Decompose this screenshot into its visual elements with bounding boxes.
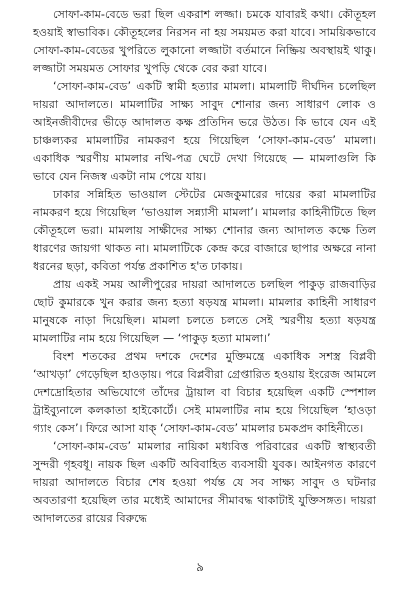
paragraph-5: বিংশ শতকের প্রথম দশকে দেশের মুক্তিমন্ত্রে একাধিক সশস্ত্র বিপ্লবী ‘আখড়া’ গেড়েছিল হাওড়ায়। পরে বিপ্লবীরা গ্রেপ্তারিত হওয়ায় ইংরেজ আমলে দেশদ্রোহিতার অভিযোগে তাঁদের ট্রায়াল বা বিচার হয়েছিল একটি স্পেশাল ট্রাইব্যুনালে কলকাতা হাইকোর্টে। সেই মামলাটির নাম হয়ে গিয়েছিল ‘হাওড়া গ্যাং কেস’। ফিরে আসা যাক্ ‘সোফা-কাম-বেড’ মামলার চমকপ্রদ কাহিনীতে।: [33, 350, 376, 435]
paragraph-4: প্রায় একই সময় আলীপুরের দায়রা আদালতে চলছিল পাকুড় রাজবাড়ির ছোট কুমারকে খুন করার জন্য হত্যা ষড়যন্ত্র মামলা। মামলার কাহিনী সাধারণ মানুষকে নাড়া দিয়েছিল। মামলা চলতে চলতে সেই স্মরণীয় হত্যা ষড়যন্ত্র মামলাটির নাম হয়ে গিয়েছিল — ‘পাকুড় হত্যা মামলা।’: [33, 278, 376, 345]
paragraph-3: ঢাকার সন্নিহিত ভাওয়াল স্টেটের মেজকুমারের দায়ের করা মামলাটির নামকরণ হয়ে গিয়েছিল ‘ভাওয়াল সন্ন্যাসী মামলা’। মামলার কাহিনীটিতে ছিল কৌতূহলে ভরা। মামলায় সাক্ষীদের সাক্ষ্য শোনার জন্য আদালত কক্ষে তিল ধারণের জায়গা থাকত না। মামলাটিকে কেন্দ্র করে বাজারে ছাপার অক্ষরে নানা ধরনের ছড়া, কবিতা পর্যন্ত প্রকাশিত হ'ত ঢাকায়।: [33, 188, 376, 273]
paragraph-6: ‘সোফা-কাম-বেড’ মামলার নায়িকা মধ্যবিত্ত পরিবারের একটি স্বাস্থ্যবতী সুন্দরী গৃহবধূ। নায়ক ছিল একটি অবিবাহিত ব্যবসায়ী যুবক। আইনগত কারণে দায়রা আদালতে বিচার শেষ হওয়া পর্যন্ত যে সব সাক্ষ্য সাবুদ ও ঘটনার অবতারণা হয়েছিল তার মধ্যেই আমাদের সীমাবদ্ধ থাকাটাই যুক্তিসঙ্গত। দায়রা আদালতের রায়ের বিরুদ্ধে: [33, 440, 376, 525]
page-number: ৯: [196, 560, 204, 574]
paragraph-2: ‘সোফা-কাম-বেড’ একটি স্বামী হত্যার মামলা। মামলাটি দীর্ঘদিন চলেছিল দায়রা আদালতে। মামলাটির সাক্ষ্য সাবুদ শোনার জন্য সাধারণ লোক ও আইনজীবীদের ভীড়ে আদালত কক্ষ প্রতিদিন ভরে উঠত। কি ভাবে যেন এই চাঞ্চল্যকর মামলাটির নামকরণ হয়ে গিয়েছিল ‘সোফা-কাম-বেড’ মামলা। একাধিক স্মরণীয় মামলার নথি-পত্র ঘেটে দেখা গিয়েছে — মামলাগুলি কি ভাবে যেন নিজস্ব একটা নাম পেয়ে যায়।: [33, 80, 376, 183]
paragraph-1: সোফা-কাম-বেডে ভরা ছিল একরাশ লজ্জা। চমকে যাবারই কথা। কৌতূহল হওয়াই স্বাভাবিক। কৌতূহলের নিরসন না হয় সময়মত করা যাবে। সাময়িকভাবে সোফা-কাম-বেডের খুপরিতে লুকানো লজ্জাটা বর্তমানে নিষ্ক্রিয় অবস্থায়ই থাকু। লজ্জাটা সময়মত সোফার খুপড়ি থেকে বের করা যাবে।: [33, 8, 376, 75]
body-text: [33, 6, 376, 528]
